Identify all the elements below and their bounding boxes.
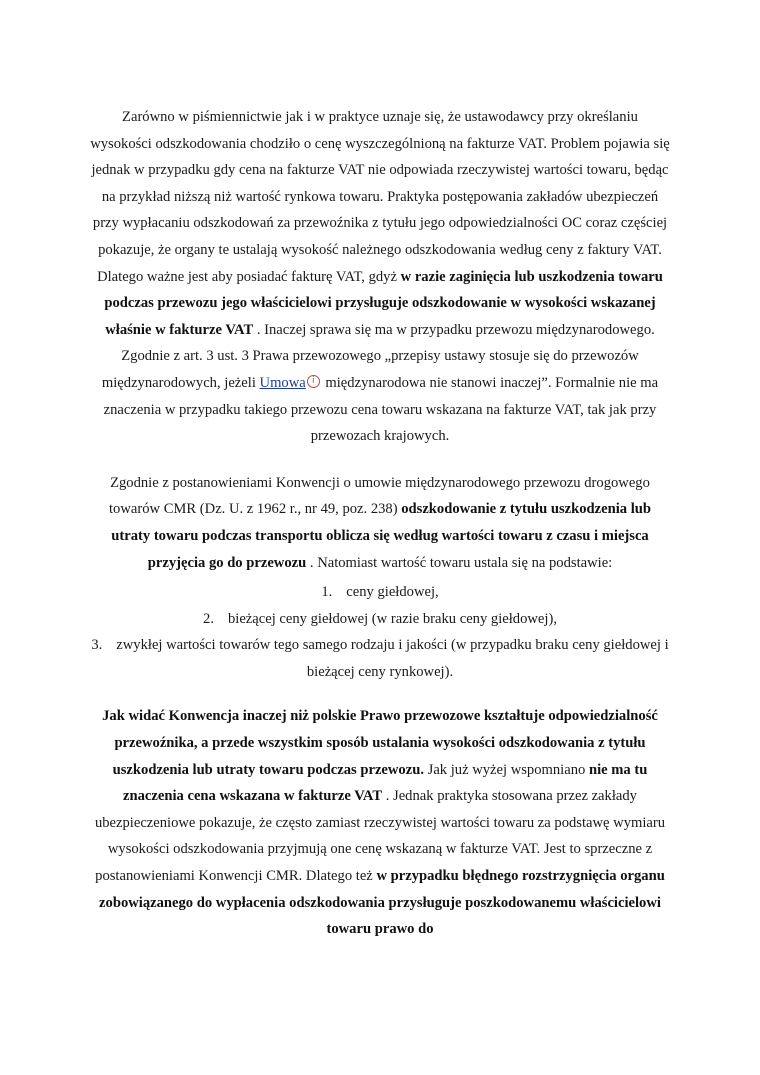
list-item-text: bieżącej ceny giełdowej (w razie braku ceny giełdowej), [227,610,557,627]
paragraph-bold-text: w razie zaginięcia lub uszkodzenia towaru podczas przewozu jego właścicielowi przysługuje odszkodowanie w wysokości wskazanej właśnie w fakturze VAT [104,268,663,338]
list-item-text: zwykłej wartości towarów tego samego rodzaju i jakości (w przypadku braku ceny giełdowej i bieżącej ceny rynkowej). [116,637,669,680]
paragraph-text: międzynarodowa nie stanowi inaczej”. Formalnie nie ma znaczenia w przypadku takiego przewozu cena towaru wskazana na fakturze VAT, tak jak przy przewozach krajowych. [103,374,659,445]
paragraph-bold-text: nie ma tu znaczenia cena wskazana w fakturze VAT [123,761,648,805]
document-page [90,104,670,943]
paragraph-text: . Jednak praktyka stosowana przez zakłady ubezpieczeniowe pokazuje, że często zamiast rzeczywistej wartości towaru za podstawę wymiaru wysokości odszkodowania przyjmują one cenę wskazaną w fakturze VAT. Jest to sprzeczne z postanowieniami Konwencji CMR. Dlatego też [94,788,666,885]
paragraph-bold-text: odszkodowanie z tytułu uszkodzenia lub utraty towaru podczas transportu oblicza się według wartości towaru z czasu i miejsca przyjęcia go do przewozu [111,501,652,571]
list-item-number: 3. [91,637,103,654]
list-item-text: ceny giełdowej, [346,584,439,601]
umowa-link[interactable]: Umowa [259,374,306,391]
list-item [90,579,670,606]
paragraph-bold-text: w przypadku błędnego rozstrzygnięcia organu zobowiązanego do wypłacenia odszkodowania przysługuje poszkodowanemu właścicielowi towaru prawo do [99,868,665,938]
list-item-number: 1. [321,584,333,601]
paragraph-conclusion [90,703,670,942]
paragraph-text: . Natomiast wartość towaru ustala się na podstawie: [309,554,613,571]
list-item-number: 2. [203,610,214,627]
paragraph-text: Zgodnie z postanowieniami Konwencji o umowie międzynarodowego przewozu drogowego towarów CMR (Dz. U. z 1962 r., nr 49, poz. 238) [108,474,650,518]
paragraph-text: Jak już wyżej wspomniano [427,761,586,778]
value-basis-list [90,579,670,685]
paragraph-text: . Inaczej sprawa się ma w przypadku przewozu międzynarodowego. Zgodnie z art. 3 ust. 3 Prawa przewozowego „przepisy ustawy stosuje się do przewozów międzynarodowych, jeżeli [101,321,655,391]
paragraph-vat-invoice [90,104,670,450]
paragraph-text: Zarówno w piśmiennictwie jak i w praktyce uznaje się, że ustawodawcy przy określaniu wysokości odszkodowania chodziło o cenę wyszczególnioną na fakturze VAT. Problem pojawia się jednak w przypadku gdy cena na fakturze VAT nie odpowiada rzeczywistej wartości towaru, będąc na przykład niższą niż wartość rynkowa towaru. Praktyka postępowania zakładów ubezpieczeń przy wypłacaniu odszkodowań za przewoźnika z tytułu jego odpowiedzialności OC coraz częściej pokazuje, że organy te ustalają wysokość należnego odszkodowania według ceny z faktury VAT. Dlatego ważne jest aby posiadać fakturę VAT, gdyż [90,109,670,285]
list-item [90,632,670,685]
list-item [90,606,670,633]
paragraph-bold-text: Jak widać Konwencja inaczej niż polskie Prawo przewozowe kształtuje odpowiedzialność przewoźnika, a przede wszystkim sposób ustalania wysokości odszkodowania z tytułu uszkodzenia lub utraty towaru podczas przewozu. [102,708,658,778]
info-icon[interactable]: i [307,375,320,388]
paragraph-cmr-convention [90,470,670,576]
